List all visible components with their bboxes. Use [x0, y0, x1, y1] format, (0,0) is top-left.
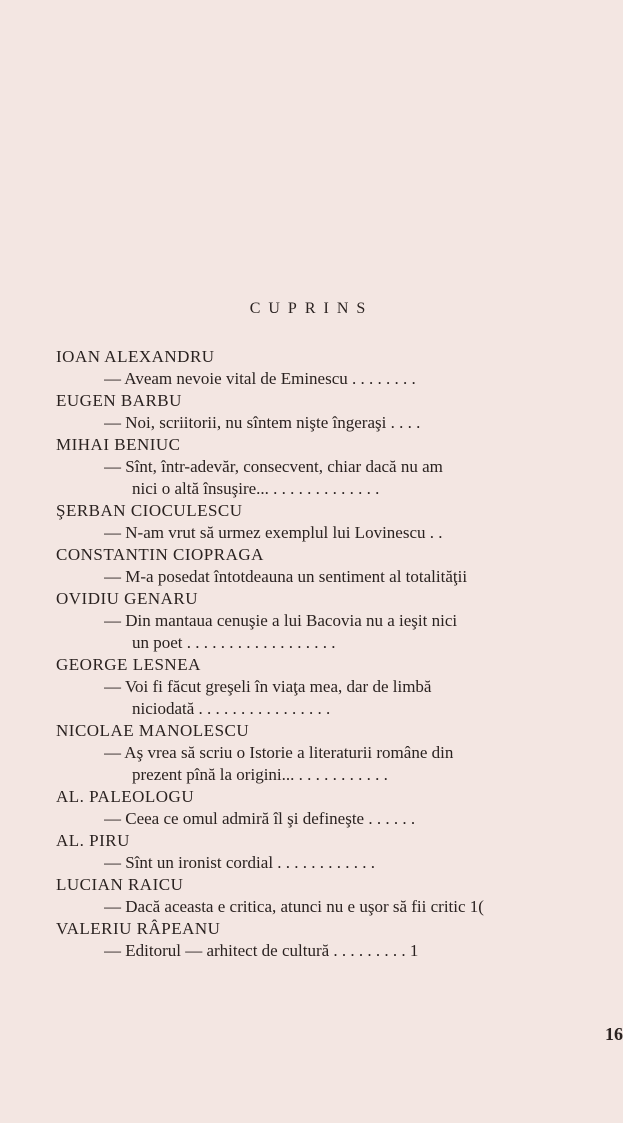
entry-title: — Voi fi făcut greşeli în viaţa mea, dar de limbă: [104, 677, 432, 696]
entry-author: OVIDIU GENARU: [56, 589, 199, 608]
toc-entry: [56, 346, 623, 390]
entry-author: AL. PALEOLOGU: [56, 787, 195, 806]
toc-entry: [56, 544, 623, 588]
toc-entry: [56, 654, 623, 720]
entry-title: — Noi, scriitorii, nu sîntem nişte îngeraşi . . . .: [104, 413, 421, 432]
page-title: CUPRINS: [249, 300, 374, 317]
entry-title: — Din mantaua cenuşie a lui Bacovia nu a ieşit nici: [104, 611, 458, 630]
toc-entry: [56, 500, 623, 544]
entry-title: — N-am vrut să urmez exemplul lui Lovinescu . .: [104, 523, 443, 542]
toc-entry: [56, 390, 623, 434]
entry-title-continued: nici o altă însuşire... . . . . . . . . . . . . .: [132, 479, 380, 498]
entry-title: — Editorul — arhitect de cultură . . . . . . . . . 1: [104, 941, 419, 960]
entry-author: NICOLAE MANOLESCU: [56, 721, 250, 740]
contents-list: [56, 346, 623, 962]
entry-title-continued: niciodată . . . . . . . . . . . . . . . .: [132, 699, 331, 718]
toc-entry: [56, 434, 623, 500]
entry-title-continued: un poet . . . . . . . . . . . . . . . . . .: [132, 633, 336, 652]
page-number: 16: [605, 1024, 623, 1044]
toc-entry: [56, 918, 623, 962]
toc-entry: [56, 786, 623, 830]
entry-author: ŞERBAN CIOCULESCU: [56, 501, 243, 520]
entry-title: — Dacă aceasta e critica, atunci nu e uşor să fii critic 1(: [104, 897, 484, 916]
entry-author: IOAN ALEXANDRU: [56, 347, 215, 366]
toc-entry: [56, 874, 623, 918]
entry-title: — Ceea ce omul admiră îl şi defineşte . . . . . .: [104, 809, 416, 828]
entry-author: EUGEN BARBU: [56, 391, 182, 410]
toc-entry: [56, 588, 623, 654]
entry-author: MIHAI BENIUC: [56, 435, 181, 454]
entry-author: VALERIU RÂPEANU: [56, 919, 221, 938]
entry-author: CONSTANTIN CIOPRAGA: [56, 545, 264, 564]
entry-title: — Aş vrea să scriu o Istorie a literaturii române din: [104, 743, 454, 762]
entry-title: — M-a posedat întotdeauna un sentiment al totalităţii: [104, 567, 468, 586]
toc-entry: [56, 830, 623, 874]
entry-author: GEORGE LESNEA: [56, 655, 201, 674]
entry-author: LUCIAN RAICU: [56, 875, 184, 894]
entry-title: — Sînt un ironist cordial . . . . . . . . . . . .: [104, 853, 376, 872]
entry-author: AL. PIRU: [56, 831, 130, 850]
toc-entry: [56, 720, 623, 786]
entry-title-continued: prezent pînă la origini... . . . . . . . . . . .: [132, 765, 388, 784]
entry-title: — Aveam nevoie vital de Eminescu . . . . . . . .: [104, 369, 416, 388]
entry-title: — Sînt, într-adevăr, consecvent, chiar dacă nu am: [104, 457, 443, 476]
